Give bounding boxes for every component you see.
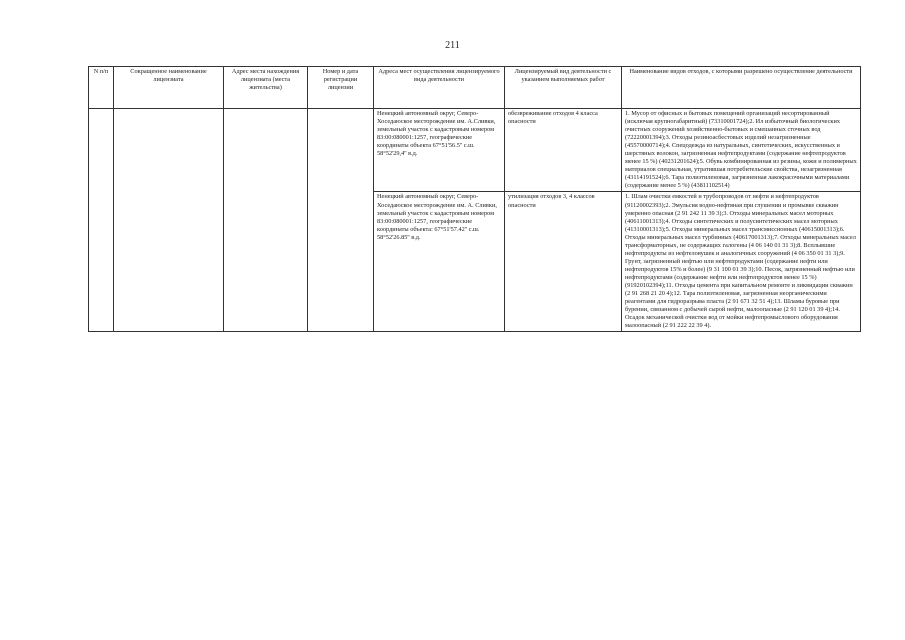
cell-activity-type: обезвреживание отходов 4 класса опасности [505, 109, 622, 192]
header-waste-types: Наименование видов отходов, с которыми разрешено осуществление деятельности [622, 67, 861, 109]
license-table [88, 66, 861, 332]
cell-waste-types: 1. Мусор от офисных и бытовых помещений организаций несортированный (исключая крупногабаритный) (73310001724);2. Ил избыточный биологических очистных сооружений хозяйственно-бытовых и смешанных сточных вод (72220001394);3. Отходы резиноасбестовых изделий незагрязненные (45570000714);4. Спецодежда из натуральных, синтетических, искусственных и шерстяных волокон, загрязненная нефтепродуктами (содержание нефтепродуктов менее 15 %) (40231201624);5. Обувь комбинированная из резины, кожи и полимерных материалов специальная, утратившая потребительские свойства, незагрязненная (43114191524);6. Тара полиэтиленовая, загрязненная лакокрасочными материалами (содержание менее 5 %) (43811102514) [622, 109, 861, 192]
header-licensee-address: Адрес места нахождения лицензиата (места жительства) [224, 67, 308, 109]
cell-number [89, 109, 114, 332]
cell-waste-types: 1. Шлам очистки емкостей и трубопроводов от нефти и нефтепродуктов (91120002393);2. Эмульсия водно-нефтяная при глушении и промывке скважин умеренно опасная (2 91 242 11 39 3);3. Отходы минеральных масел моторных (40611001313);4. Отходы синтетических и полусинтетических масел моторных (41310001313);5. Отходы минеральных масел трансмиссионных (40615001313);6. Отходы минеральных масел турбинных (40617001313);7. Отходы минеральных масел трансформаторных, не содержащих галогены (4 06 140 01 31 3);8. Всплывшие нефтепродукты из нефтеловушек и аналогичных сооружений (4 06 350 01 31 3);9. Грунт, загрязненный нефтью или нефтепродуктами (содержание нефти или нефтепродуктов 15% и более) (9 31 100 01 39 3);10. Песок, загрязненный нефтью или нефтепродуктами (содержание нефти или нефтепродуктов менее 15 %) (91920102394);11. Отходы цемента при капитальном ремонте и ликвидации скважин (2 91 268 21 20 4);12. Тара полиэтиленовая, загрязненная неорганическими реагентами для гидроразрыва пласта (2 91 671 32 51 4);13. Шламы буровые при бурении, связанном с добычей сырой нефти, малоопасные (2 91 120 01 39 4);14. Осадок механической очистки вод от мойки нефтепромыслового оборудования малоопасный (2 91 222 22 39 4). [622, 192, 861, 332]
cell-registration [308, 109, 374, 332]
cell-activity-type: утилизация отходов 3, 4 классов опасности [505, 192, 622, 332]
table-row [89, 109, 861, 192]
cell-activity-address: Ненецкий автономный округ, Северо-Хоседаюское месторождение им. А.Сливки, земельный участок с кадастровым номером 83:00:080001:1257, географические координаты объекта 67°51'56.5'' с.ш. 58°52'29,4'' в.д. [374, 109, 505, 192]
table-header-row [89, 67, 861, 109]
cell-licensee-name [114, 109, 224, 332]
header-licensee-name: Сокращенное наименование лицензиата [114, 67, 224, 109]
header-number: N п/п [89, 67, 114, 109]
page-number: 211 [445, 40, 460, 51]
cell-activity-address: Ненецкий автономный округ, Северо-Хоседаюское месторождение им. А. Сливки, земельный участок с кадастровым номером 83:00:080001:1257, географические координаты объекта: 67°51'57.42'' с.ш. 58°52'26.85'' в.д. [374, 192, 505, 332]
header-activity-type: Лицензируемый вид деятельности с указанием выполняемых работ [505, 67, 622, 109]
header-activity-addresses: Адреса мест осуществления лицензируемого вида деятельности [374, 67, 505, 109]
cell-licensee-address [224, 109, 308, 332]
header-registration: Номер и дата регистрации лицензии [308, 67, 374, 109]
